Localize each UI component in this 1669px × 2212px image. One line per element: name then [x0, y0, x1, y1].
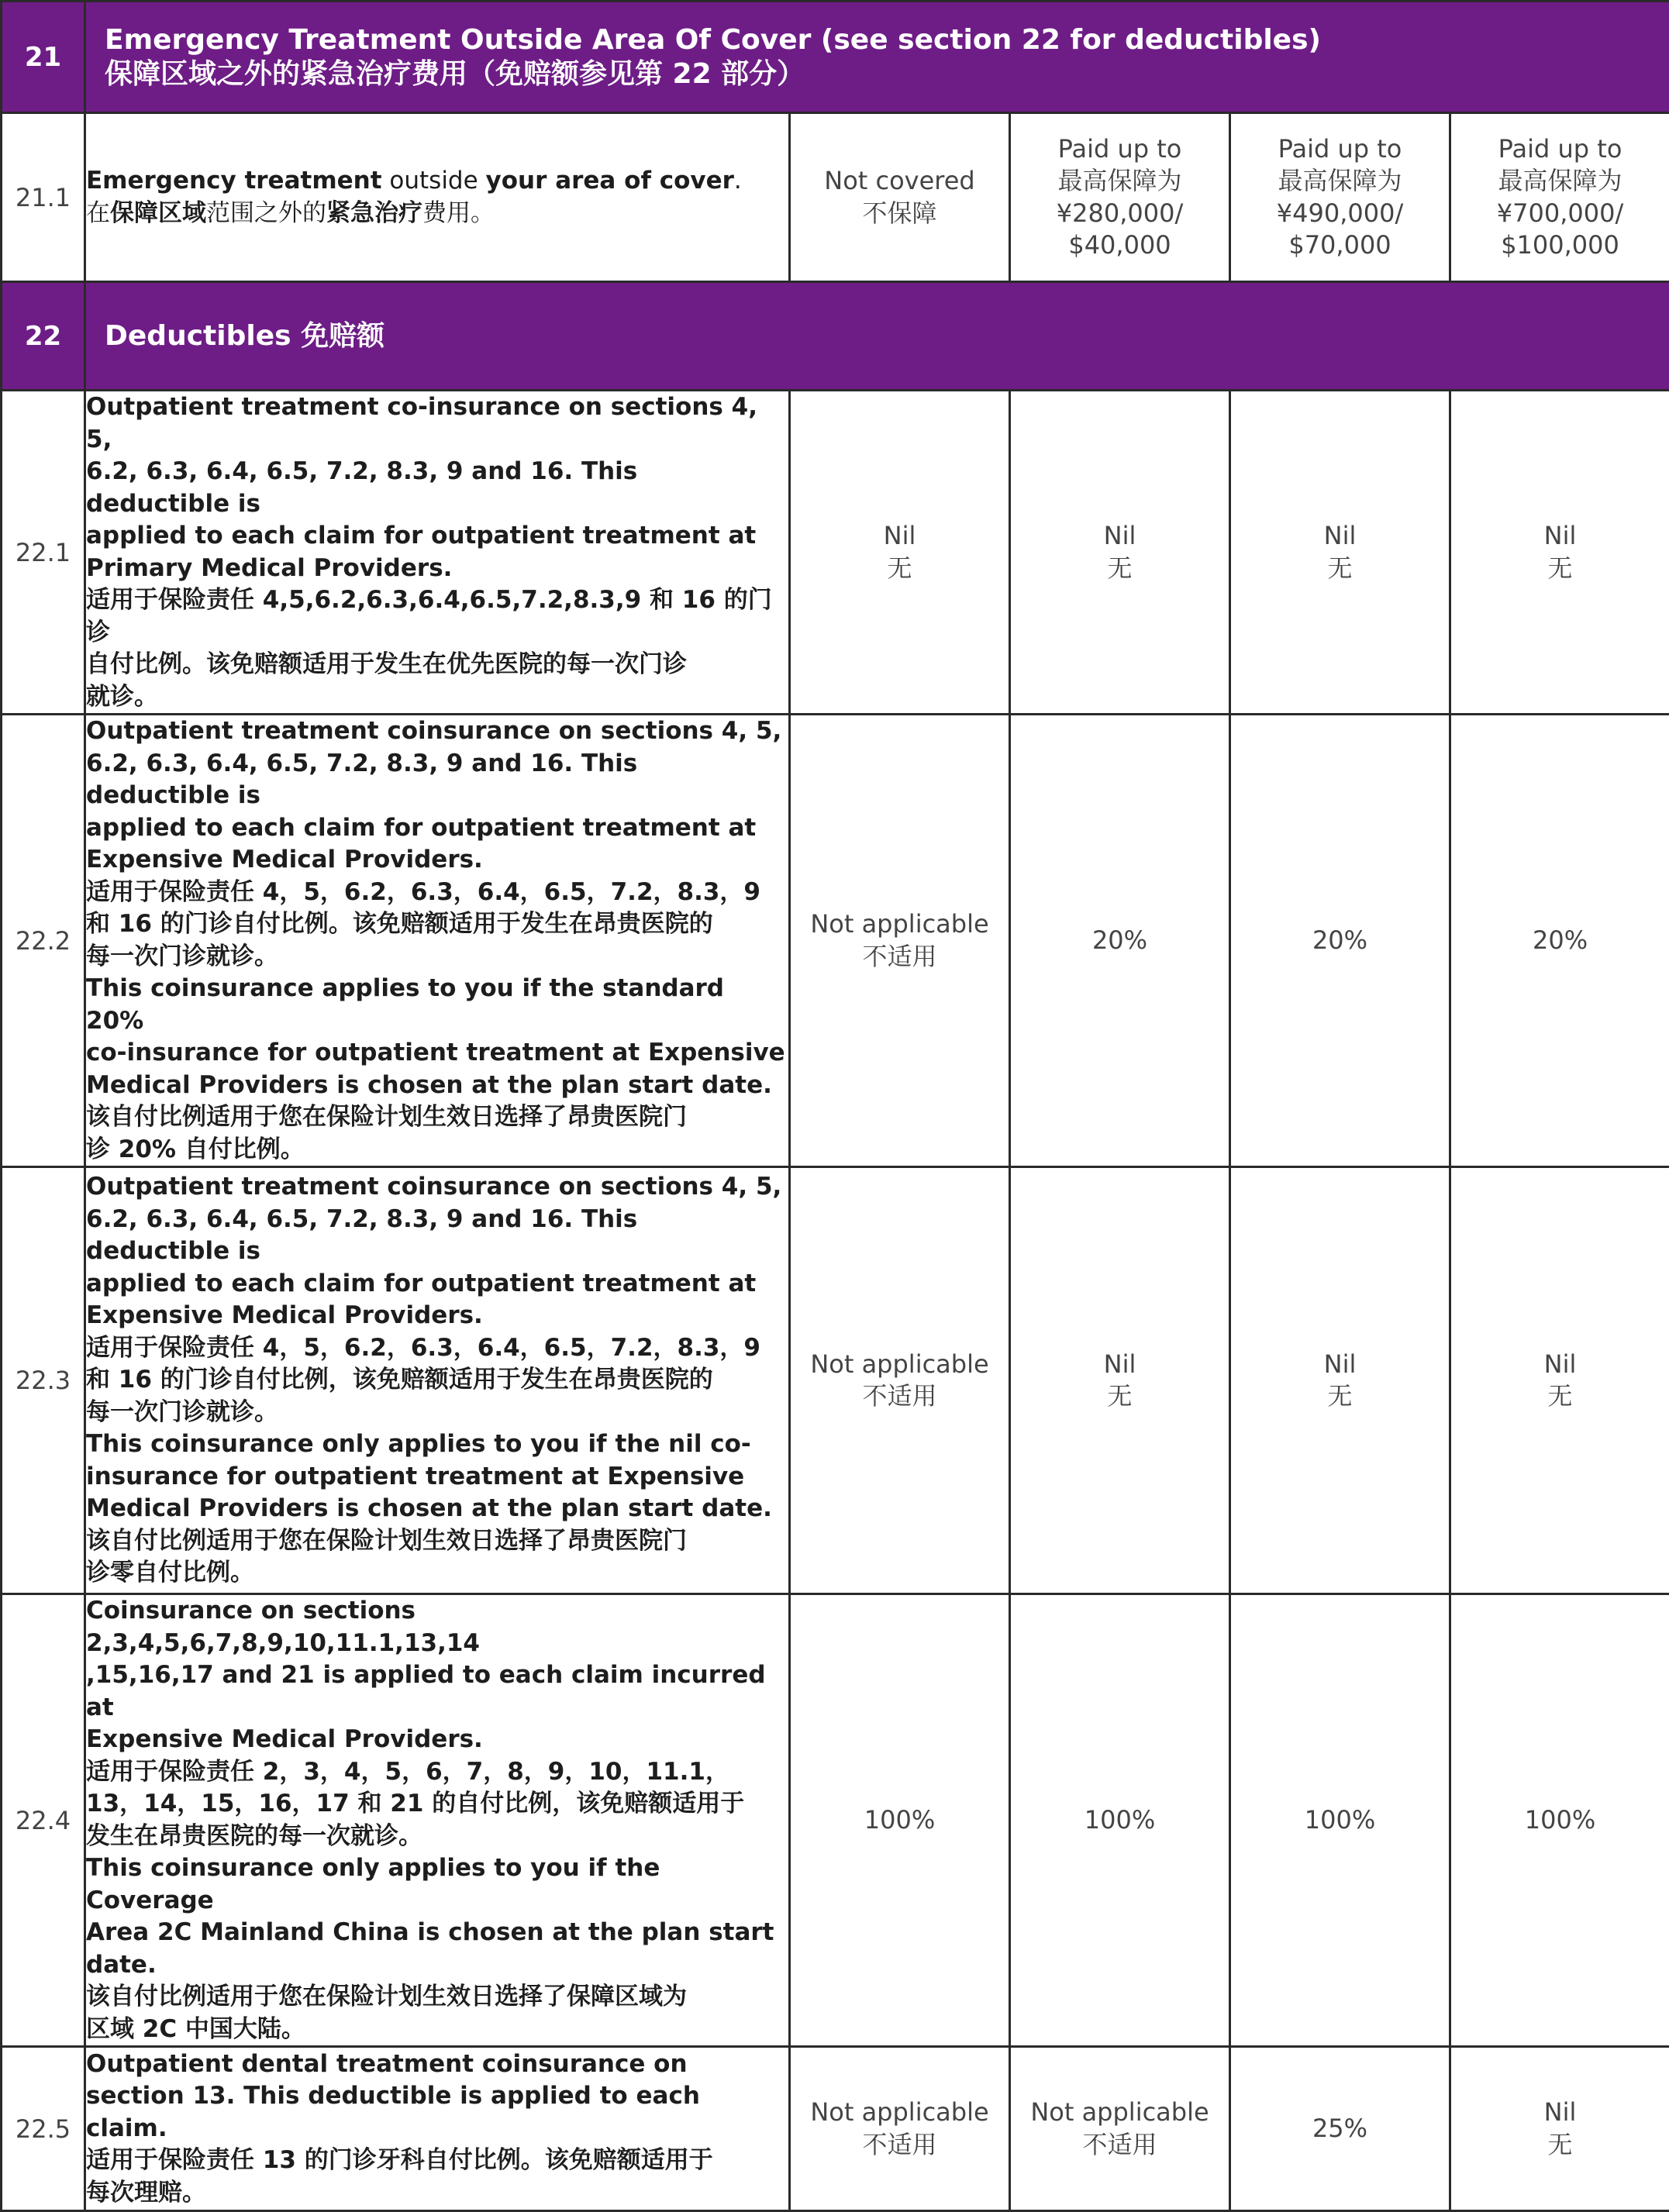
text-line: 20%: [1451, 925, 1669, 957]
text-line: 无: [1451, 553, 1669, 585]
term-emergency-treatment: Emergency treatment: [86, 167, 382, 195]
text-line: applied to each claim for outpatient treatment at: [86, 1268, 788, 1301]
description-en: [86, 165, 788, 198]
text-line: 100%: [1451, 1804, 1669, 1837]
text-line: 6.2, 6.3, 6.4, 6.5, 7.2, 8.3, 9 and 16. This deductible is: [86, 748, 788, 812]
text-line: Expensive Medical Providers.: [86, 1724, 788, 1756]
text-line: ¥700,000/: [1451, 198, 1669, 230]
plan-value-4: [1450, 391, 1669, 715]
row-description: [85, 113, 790, 282]
row-description: [85, 2047, 790, 2211]
section-number: 22: [2, 282, 85, 391]
text-line: 和 16 的门诊自付比例。该免赔额适用于发生在昂贵医院的: [86, 908, 788, 941]
plan-value-3: [1230, 2047, 1450, 2211]
plan-value-4: [1450, 2047, 1669, 2211]
text-line: Nil: [1231, 1349, 1449, 1381]
plan-value-1: [790, 113, 1010, 282]
text-line: 每一次门诊就诊。: [86, 1397, 788, 1429]
text-line: 诊 20% 自付比例。: [86, 1134, 788, 1166]
description-text: 在: [86, 199, 110, 227]
text-line: This coinsurance only applies to you if the nil co-: [86, 1428, 788, 1461]
text-line: 区域 2C 中国大陆。: [86, 2014, 788, 2046]
plan-value-2: [1010, 1594, 1230, 2047]
text-line: 不保障: [791, 198, 1009, 230]
text-line: 无: [1011, 553, 1229, 585]
plan-value-3: [1230, 1167, 1450, 1594]
text-line: 适用于保险责任 2，3，4，5，6，7，8，9，10，11.1，: [86, 1756, 788, 1789]
text-line: 100%: [1231, 1804, 1449, 1837]
text-line: ,15,16,17 and 21 is applied to each claim incurred at: [86, 1659, 788, 1724]
plan-value-3: [1230, 715, 1450, 1167]
text-line: $70,000: [1231, 229, 1449, 262]
text-line: Paid up to: [1011, 133, 1229, 166]
text-line: ¥280,000/: [1011, 198, 1229, 230]
text-line: 最高保障为: [1011, 165, 1229, 198]
text-line: Outpatient treatment co-insurance on sections 4, 5,: [86, 391, 788, 456]
row-number: 22.2: [2, 715, 85, 1167]
text-line: 无: [1231, 553, 1449, 585]
text-line: 自付比例。该免赔额适用于发生在优先医院的每一次门诊: [86, 649, 788, 681]
text-line: Nil: [1011, 1349, 1229, 1381]
table-row-22-5: [2, 2047, 1669, 2211]
text-line: 适用于保险责任 13 的门诊牙科自付比例。该免赔额适用于: [86, 2145, 788, 2177]
section-title: Deductibles 免赔额: [85, 282, 1669, 391]
text-line: 最高保障为: [1231, 165, 1449, 198]
text-line: 适用于保险责任 4，5，6.2，6.3，6.4，6.5，7.2，8.3，9: [86, 1332, 788, 1365]
row-description: [85, 1167, 790, 1594]
text-line: Paid up to: [1231, 133, 1449, 166]
row-number: 22.3: [2, 1167, 85, 1594]
text-line: Medical Providers is chosen at the plan start date.: [86, 1493, 788, 1525]
text-line: Not covered: [791, 165, 1009, 198]
plan-value-1: [790, 1594, 1010, 2047]
text-line: Coinsurance on sections 2,3,4,5,6,7,8,9,10,11.1,13,14: [86, 1595, 788, 1659]
row-number: 22.1: [2, 391, 85, 715]
text-line: ¥490,000/: [1231, 198, 1449, 230]
text-line: 不适用: [791, 941, 1009, 973]
plan-value-1: [790, 1167, 1010, 1594]
row-description: [85, 1594, 790, 2047]
plan-value-1: [790, 715, 1010, 1167]
text-line: Nil: [1451, 1349, 1669, 1381]
text-line: Nil: [1451, 2097, 1669, 2129]
text-line: This coinsurance applies to you if the standard 20%: [86, 973, 788, 1037]
table-row-21-1: [2, 113, 1669, 282]
text-line: 100%: [791, 1804, 1009, 1837]
text-line: Expensive Medical Providers.: [86, 1300, 788, 1332]
text-line: 100%: [1011, 1804, 1229, 1837]
text-line: 不适用: [1011, 2129, 1229, 2162]
plan-value-4: [1450, 1594, 1669, 2047]
section-number: 21: [2, 2, 85, 113]
text-line: 该自付比例适用于您在保险计划生效日选择了昂贵医院门: [86, 1101, 788, 1134]
plan-value-2: [1010, 113, 1230, 282]
text-line: 13，14，15，16，17 和 21 的自付比例，该免赔额适用于: [86, 1788, 788, 1821]
plan-value-3: [1230, 391, 1450, 715]
text-line: co-insurance for outpatient treatment at Expensive: [86, 1037, 788, 1070]
description-text: .: [734, 167, 742, 195]
text-line: 发生在昂贵医院的每一次就诊。: [86, 1821, 788, 1853]
text-line: Expensive Medical Providers.: [86, 844, 788, 877]
text-line: Nil: [1231, 520, 1449, 553]
text-line: Primary Medical Providers.: [86, 553, 788, 585]
plan-value-2: [1010, 2047, 1230, 2211]
text-line: section 13. This deductible is applied to each claim.: [86, 2080, 788, 2145]
description-text: outside: [382, 167, 486, 195]
text-line: $100,000: [1451, 229, 1669, 262]
description-text: 费用。: [422, 199, 495, 227]
plan-value-3: [1230, 113, 1450, 282]
table-row-22-1: [2, 391, 1669, 715]
text-line: 无: [1231, 1380, 1449, 1413]
row-number: 22.5: [2, 2047, 85, 2211]
text-line: 无: [1451, 1380, 1669, 1413]
row-number: 21.1: [2, 113, 85, 282]
text-line: 25%: [1231, 2113, 1449, 2145]
text-line: 适用于保险责任 4,5,6.2,6.3,6.4,6.5,7.2,8.3,9 和 16 的门诊: [86, 584, 788, 649]
plan-value-1: [790, 2047, 1010, 2211]
table-row-22-3: [2, 1167, 1669, 1594]
text-line: Area 2C Mainland China is chosen at the plan start: [86, 1917, 788, 1949]
row-number: 22.4: [2, 1594, 85, 2047]
plan-value-4: [1450, 1167, 1669, 1594]
description-zh: [86, 198, 788, 230]
text-line: 不适用: [791, 1380, 1009, 1413]
text-line: 20%: [1011, 925, 1229, 957]
text-line: 不适用: [791, 2129, 1009, 2162]
section-title-zh: 保障区域之外的紧急治疗费用（免赔额参见第 22 部分）: [105, 57, 1650, 91]
section-title: [85, 2, 1669, 113]
plan-value-2: [1010, 391, 1230, 715]
text-line: 就诊。: [86, 681, 788, 714]
row-description: [85, 391, 790, 715]
text-line: date.: [86, 1949, 788, 1982]
table-row-22-4: [2, 1594, 1669, 2047]
section-header-21: [2, 2, 1669, 113]
plan-value-2: [1010, 715, 1230, 1167]
text-line: applied to each claim for outpatient treatment at: [86, 520, 788, 553]
text-line: Outpatient treatment coinsurance on sections 4, 5,: [86, 1171, 788, 1204]
text-line: 和 16 的门诊自付比例，该免赔额适用于发生在昂贵医院的: [86, 1364, 788, 1397]
text-line: 最高保障为: [1451, 165, 1669, 198]
text-line: 无: [1451, 2129, 1669, 2162]
plan-value-1: [790, 391, 1010, 715]
text-line: 该自付比例适用于您在保险计划生效日选择了昂贵医院门: [86, 1525, 788, 1558]
text-line: Not applicable: [791, 2097, 1009, 2129]
text-line: 诊零自付比例。: [86, 1557, 788, 1590]
plan-value-4: [1450, 113, 1669, 282]
term-emergency-treatment-zh: 紧急治疗: [326, 199, 422, 227]
term-area-of-cover-zh: 保障区域: [110, 199, 206, 227]
text-line: 每一次门诊就诊。: [86, 941, 788, 973]
text-line: 该自付比例适用于您在保险计划生效日选择了保障区域为: [86, 1981, 788, 2014]
term-area-of-cover: your area of cover: [486, 167, 734, 195]
section-title-en: Emergency Treatment Outside Area Of Cover (see section 22 for deductibles): [105, 23, 1650, 57]
text-line: Outpatient dental treatment coinsurance on: [86, 2048, 788, 2081]
text-line: 适用于保险责任 4，5，6.2，6.3，6.4，6.5，7.2，8.3，9: [86, 877, 788, 909]
text-line: 6.2, 6.3, 6.4, 6.5, 7.2, 8.3, 9 and 16. This deductible is: [86, 1204, 788, 1268]
text-line: Nil: [791, 520, 1009, 553]
text-line: Not applicable: [1011, 2097, 1229, 2129]
text-line: Nil: [1451, 520, 1669, 553]
text-line: 无: [791, 553, 1009, 585]
text-line: Not applicable: [791, 908, 1009, 941]
text-line: Outpatient treatment coinsurance on sections 4, 5,: [86, 715, 788, 748]
description-text: 范围之外的: [206, 199, 326, 227]
text-line: $40,000: [1011, 229, 1229, 262]
text-line: Nil: [1011, 520, 1229, 553]
row-description: [85, 715, 790, 1167]
table-row-22-2: [2, 715, 1669, 1167]
plan-value-3: [1230, 1594, 1450, 2047]
plan-value-2: [1010, 1167, 1230, 1594]
text-line: 每次理赔。: [86, 2177, 788, 2210]
text-line: 6.2, 6.3, 6.4, 6.5, 7.2, 8.3, 9 and 16. This deductible is: [86, 456, 788, 520]
text-line: Not applicable: [791, 1349, 1009, 1381]
text-line: applied to each claim for outpatient treatment at: [86, 812, 788, 845]
text-line: This coinsurance only applies to you if the Coverage: [86, 1852, 788, 1917]
section-header-22: [2, 282, 1669, 391]
plan-value-4: [1450, 715, 1669, 1167]
text-line: 20%: [1231, 925, 1449, 957]
text-line: Paid up to: [1451, 133, 1669, 166]
text-line: insurance for outpatient treatment at Expensive: [86, 1461, 788, 1494]
text-line: Medical Providers is chosen at the plan start date.: [86, 1070, 788, 1102]
text-line: 无: [1011, 1380, 1229, 1413]
